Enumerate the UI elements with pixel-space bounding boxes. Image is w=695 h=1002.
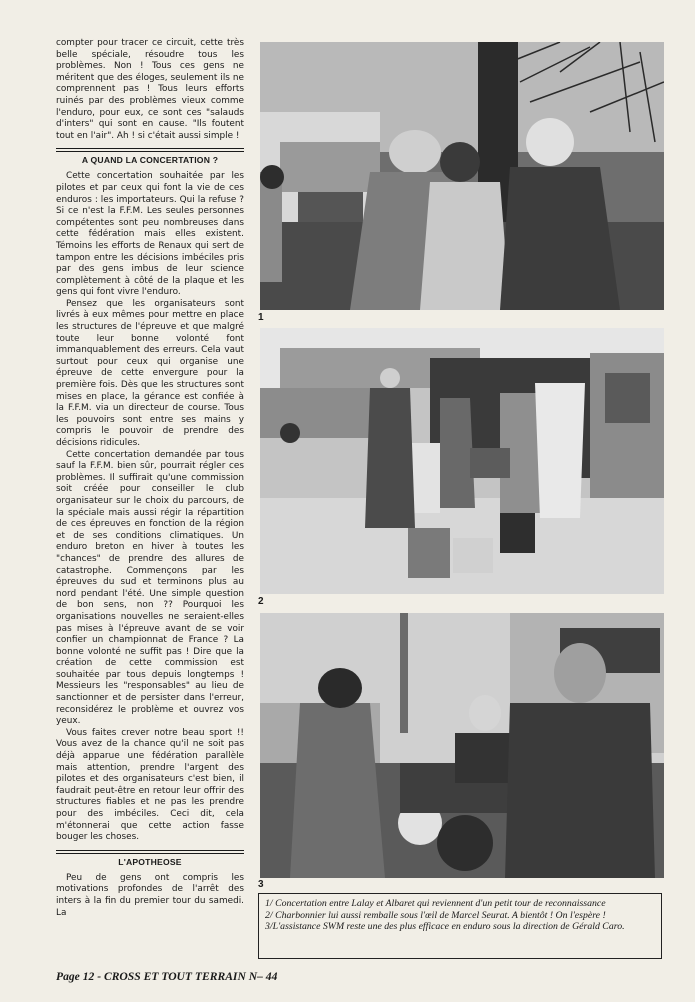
photo-3-swm-assistance: [260, 613, 664, 878]
article-column: [56, 38, 244, 919]
paragraph-2: Cette concertation souhaitée par les pilotes et par ceux qui font la vie de ces enduros : les importateurs. Qui la refuse ? Si ce n'est la F.F.M. Les seules personnes compétentes sont peu nombreuses dans cette fédération mais elles existent. Témoins les efforts de Renaux qui sert de tampon entre les décisions imbéciles pris par des gens imbus de leur science complètement à côté de la plaque et les gens qui font vivre l'enduro.: [56, 171, 244, 298]
paragraph-1: compter pour tracer ce circuit, cette très belle spéciale, résoudre tous les problèmes. Non ! Tous ces gens ne méritent que des éloges, seulement ils ne comprennent pas ! Tous leurs efforts ruinés par des problèmes vieux comme l'enduro, pour eux, ce sont ces "salauds d'inters" qui sont en cause. "Ils foutent tout en l'air". Ah ! si c'était aussi simple !: [56, 38, 244, 141]
photo-1-riders-meeting: [260, 42, 664, 310]
paragraph-3: Pensez que les organisateurs sont livrés à eux mêmes pour mettre en place les structures de l'épreuve et que malgré toute leur bonne volonté font immanquablement des erreurs. Cela vaut surtout pour ceux qui organise une épreuve de cette envergure pour la première fois. Dès que les structures sont mises en place, la gérance est confiée à la F.F.M. via un directeur de course. Tous les pouvoirs sont entre ses mains y compris le pouvoir de prendre des décisions ridicules.: [56, 298, 244, 448]
heading-rule-2: [56, 850, 244, 854]
paragraph-6: Peu de gens ont compris les motivations profondes de l'arrêt des inters à la fin du premier tour du samedi. La: [56, 872, 244, 918]
photo-number-3: 3: [258, 879, 264, 890]
section-heading-concertation: A QUAND LA CONCERTATION ?: [81, 155, 219, 166]
page-footer: Page 12 - CROSS ET TOUT TERRAIN N– 44: [56, 970, 278, 983]
section-heading-apotheose: L'APOTHEOSE: [118, 856, 182, 867]
photo-captions-box: [258, 893, 662, 959]
caption-2: 2/ Charbonnier lui aussi remballe sous l'œil de Marcel Seurat. A bientôt ! On l'espère !: [265, 909, 606, 921]
photo-number-2: 2: [258, 596, 264, 607]
paragraph-4: Cette concertation demandée par tous sauf la F.F.M. bien sûr, pourrait régler ces problèmes. Il suffirait qu'une commission soit créée pour conseiller le club organisateur sur le choix du parcours, de la spéciale mais aussi régir la répartition de ces épreuves en fonction de la région et de ses conditions climatiques. Un enduro breton en hiver à toutes les "chances" de prendre des allures de catastrophe. Commençons par les épreuves du sud et terminons plus au nord pendant l'été. Une simple question de bon sens, non ?? Pourquoi les organisations nouvelles ne seraient-elles pas mises à l'épreuve avant de se voir confier un championnat de France ? La bonne volonté ne suffit pas ! Dire que la création de cette commission est souhaitée par tous depuis longtemps ! Messieurs les "responsables" au lieu de sanctionner et de persister dans l'erreur, reconsidérez le problème et ouvrez vos yeux.: [56, 449, 244, 727]
heading-rule-1: [56, 148, 244, 152]
caption-3: 3/L'assistance SWM reste une des plus efficace en enduro sous la direction de Gérald Caro.: [265, 921, 625, 933]
caption-1: 1/ Concertation entre Lalay et Albaret qui reviennent d'un petit tour de reconnaissance: [265, 898, 606, 909]
photo-2-packing-up: [260, 328, 664, 594]
photo-number-1: 1: [258, 312, 264, 323]
paragraph-5: Vous faites crever notre beau sport !! Vous avez de la chance qu'il ne soit pas déjà apparue une fédération parallèle mais attention, prendre l'argent des pilotes et des organisateurs c'est bien, il faudrait peut-être en retour leur offrir des structures fiables et ne pas les prendre pour des imbéciles. Ceci dit, cela m'étonnerai que cette action fasse bouger les choses.: [56, 727, 244, 843]
